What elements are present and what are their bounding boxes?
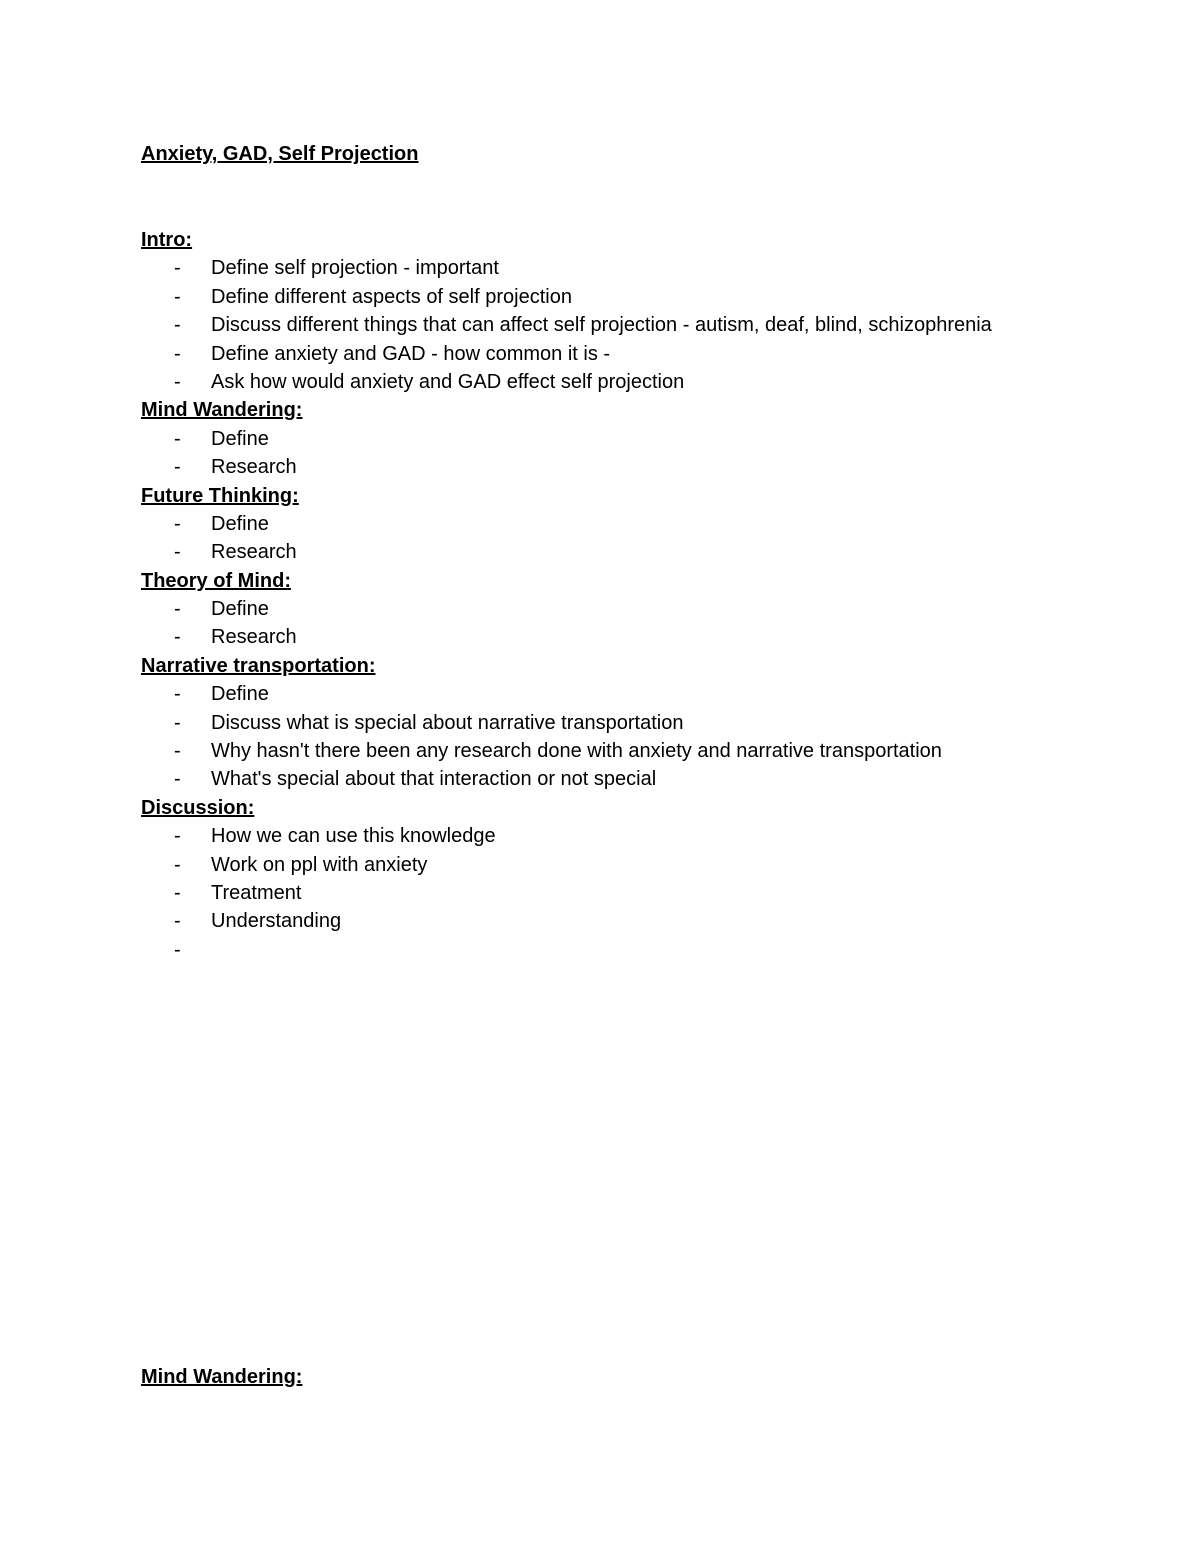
list-item [141,623,1141,651]
bullet-dash: - [174,342,181,365]
bullet-dash: - [174,456,181,479]
list-item-text: Define [211,683,269,706]
bullet-dash: - [174,938,181,961]
bullet-dash: - [174,626,181,649]
section-heading: Theory of Mind: [141,569,291,592]
bullet-list [141,595,1141,652]
list-item [141,311,1141,339]
bullet-dash: - [174,740,181,763]
section-heading: Discussion: [141,796,255,819]
list-item [141,709,1141,737]
bullet-dash: - [174,598,181,621]
list-item-text: Discuss what is special about narrative transportation [211,711,684,734]
bullet-dash: - [174,825,181,848]
list-item [141,851,1141,879]
bullet-dash: - [174,427,181,450]
list-item [141,453,1141,481]
bullet-dash: - [174,314,181,337]
bullet-dash: - [174,683,181,706]
bullet-dash: - [174,285,181,308]
list-item [141,538,1141,566]
section-heading: Intro: [141,229,193,251]
list-item-text: Research [211,541,297,564]
list-item [141,936,1141,964]
list-item-text: Define [211,427,269,450]
list-item [141,595,1141,623]
list-item [141,680,1141,708]
bullet-dash: - [174,370,181,393]
list-item [141,254,1141,282]
list-item-text: Define [211,598,269,621]
bullet-dash: - [174,881,181,904]
bullet-dash: - [174,541,181,564]
list-item-text: What's special about that interaction or not special [211,768,657,791]
bullet-dash: - [174,512,181,535]
list-item [141,425,1141,453]
list-item-text: Research [211,626,297,649]
list-item-text: Work on ppl with anxiety [211,853,428,876]
list-item [141,368,1141,396]
bullet-dash: - [174,853,181,876]
list-item [141,340,1141,368]
list-item [141,822,1141,850]
list-item [141,510,1141,538]
bullet-dash: - [174,910,181,933]
bullet-list [141,254,1141,396]
list-item-text: Define different aspects of self projection [211,285,572,308]
list-item-text: Treatment [211,881,302,904]
list-item-text: Define self projection - important [211,257,499,280]
outline [141,226,1141,964]
list-item [141,737,1141,765]
bullet-list [141,822,1141,964]
document-title: Anxiety, GAD, Self Projection [141,143,419,165]
list-item [141,765,1141,793]
bullet-list [141,510,1141,567]
list-item-text: Discuss different things that can affect self projection - autism, deaf, blind, schizophrenia [211,314,992,337]
section-heading: Narrative transportation: [141,654,376,677]
bullet-list [141,425,1141,482]
list-item-text: Why hasn't there been any research done with anxiety and narrative transportation [211,740,942,763]
list-item-text: Ask how would anxiety and GAD effect self projection [211,370,685,393]
list-item-text: Understanding [211,910,342,933]
list-item [141,879,1141,907]
list-item [141,907,1141,935]
list-item-text: How we can use this knowledge [211,825,496,848]
section-heading-mind-wandering-repeat: Mind Wandering: [141,1366,303,1388]
list-item-text: Research [211,456,297,479]
section-heading: Mind Wandering: [141,399,303,422]
bullet-list [141,680,1141,794]
bullet-dash: - [174,768,181,791]
bullet-dash: - [174,711,181,734]
section-heading: Future Thinking: [141,484,299,507]
bullet-dash: - [174,257,181,280]
list-item-text: Define anxiety and GAD - how common it is - [211,342,611,365]
list-item-text: Define [211,512,269,535]
list-item [141,283,1141,311]
